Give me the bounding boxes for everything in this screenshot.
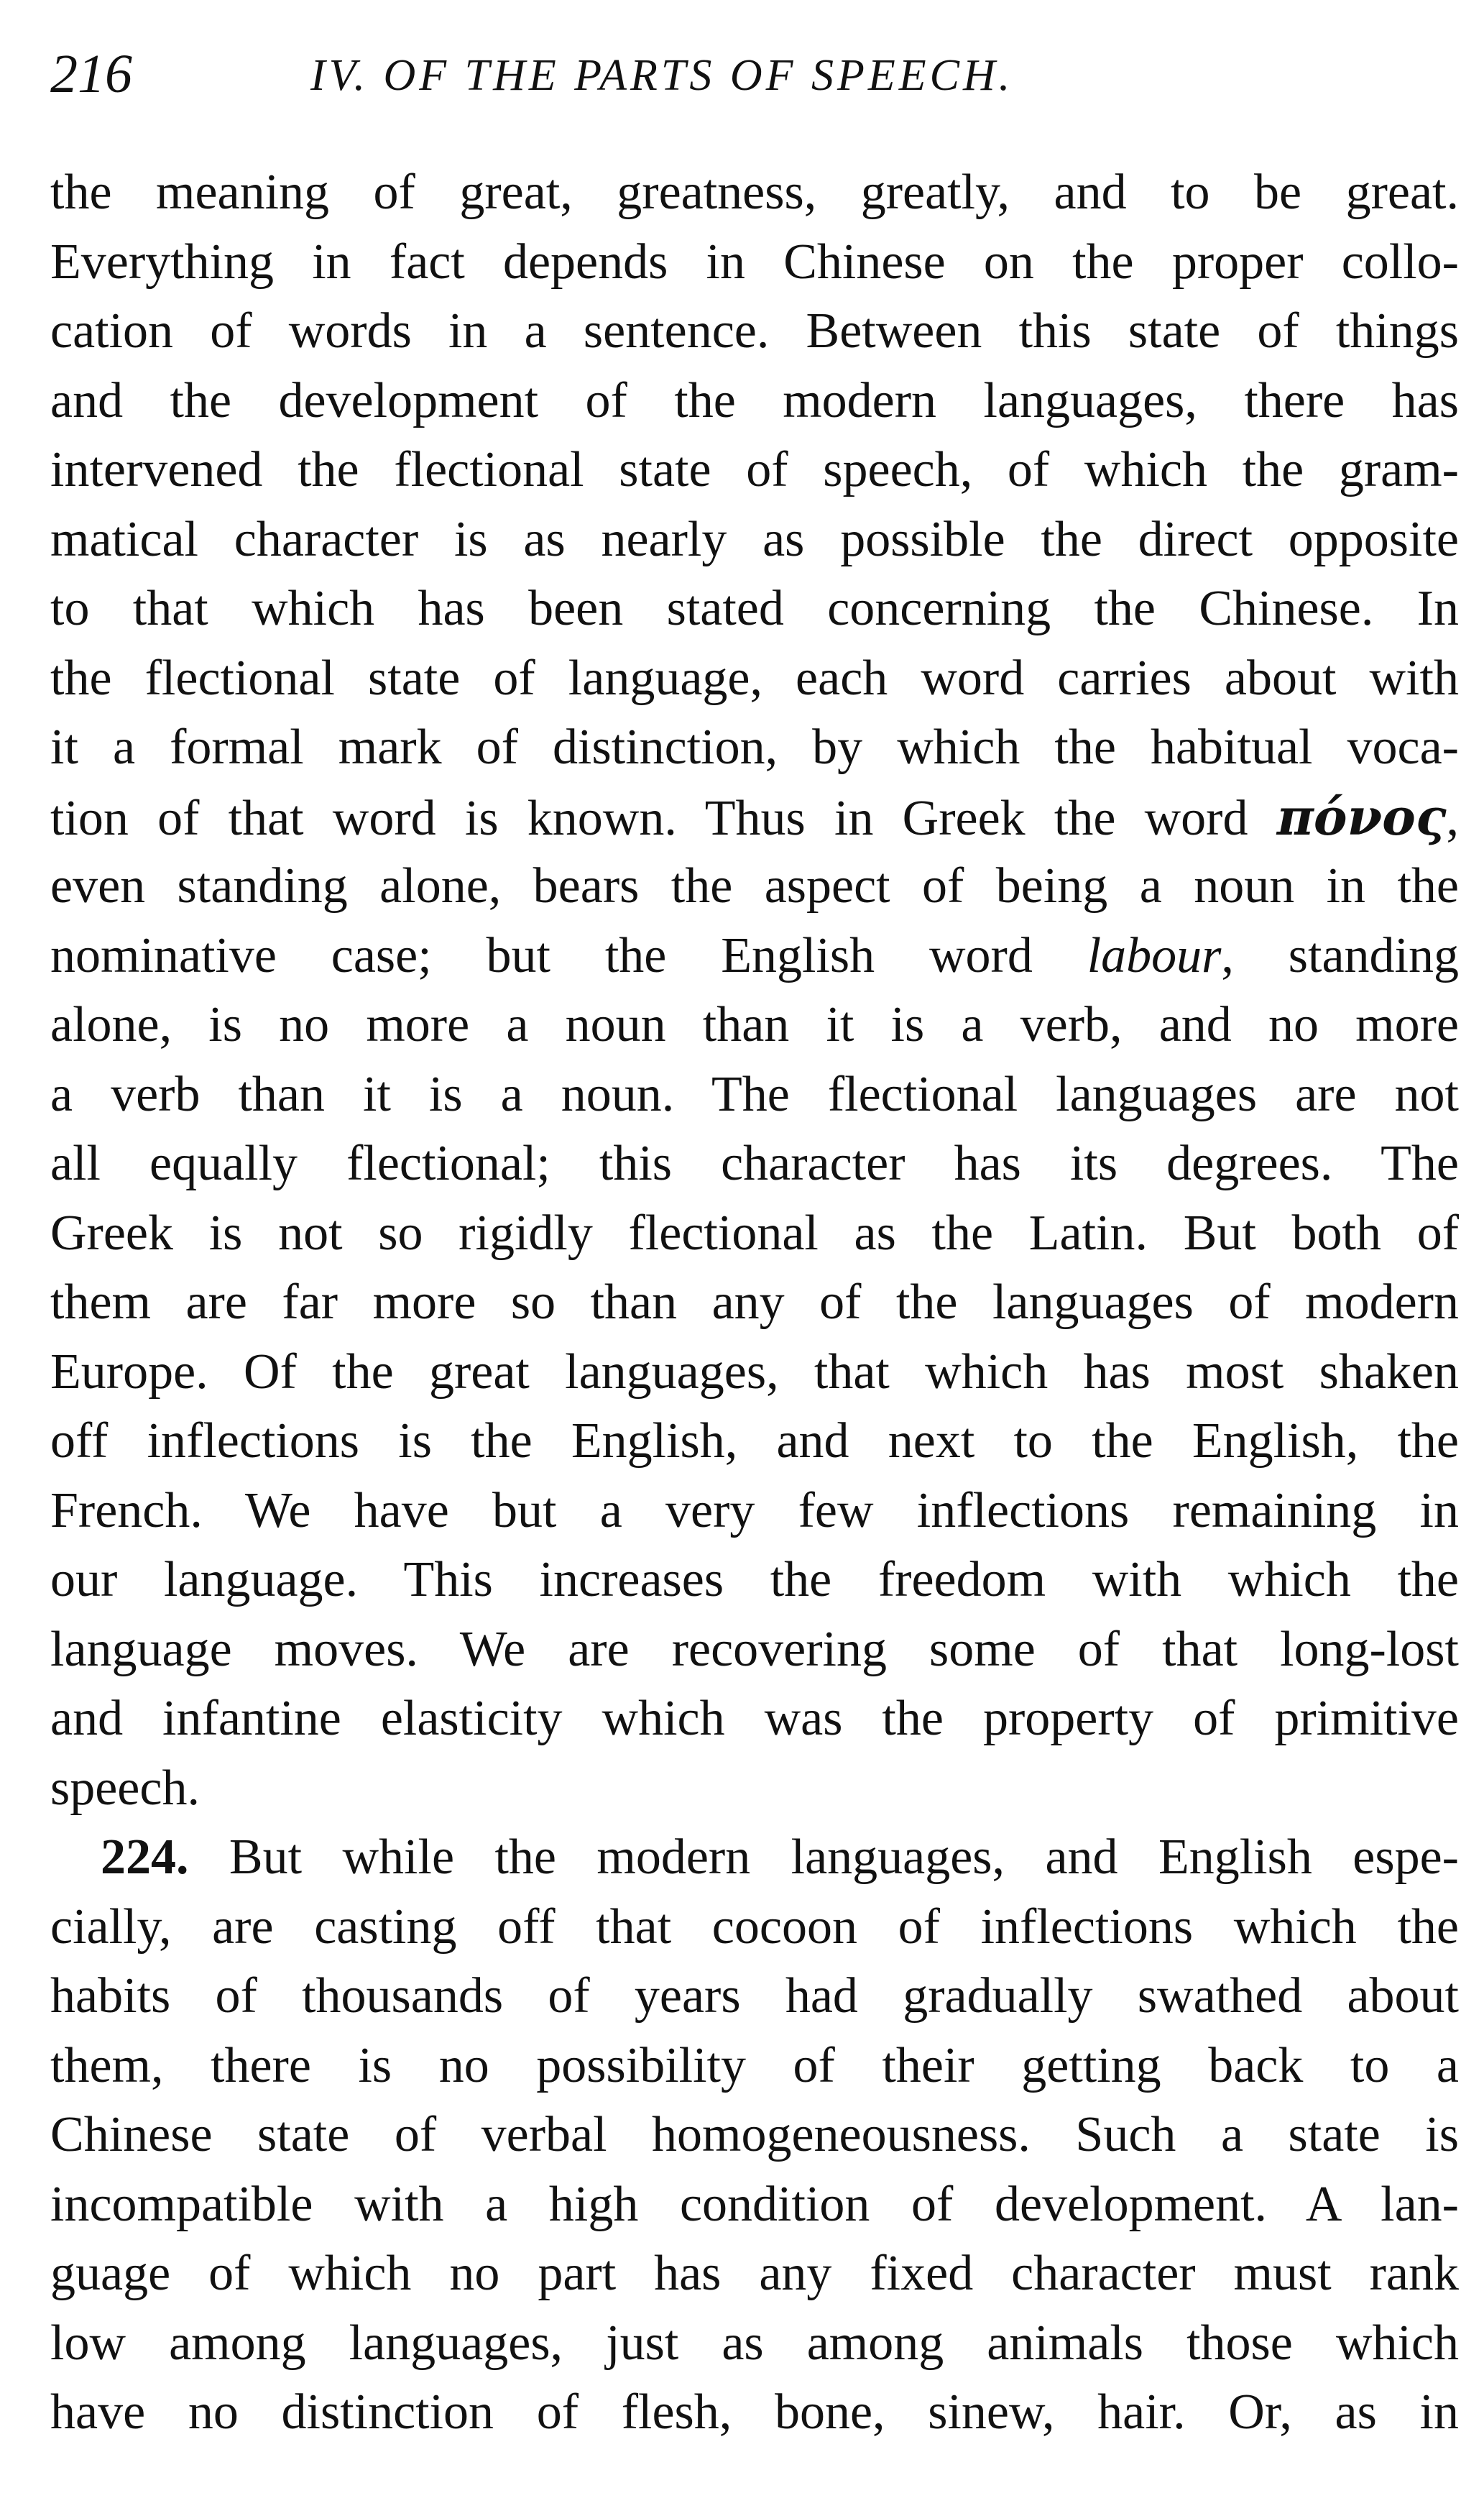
text-line: even standing alone, bears the aspect of being a noun in the [50, 858, 1459, 914]
text-line: incompatible with a high condition of development. A lan- [50, 2177, 1459, 2232]
text-line: it a formal mark of distinction, by which the habitual voca- [50, 720, 1459, 775]
page-header [50, 36, 1459, 115]
page-number: 216 [50, 44, 132, 104]
text-line [50, 783, 1459, 851]
text-line: them, there is no possibility of their getting back to a [50, 2038, 1459, 2093]
text-line: Greek is not so rigidly flectional as the Latin. But both of [50, 1206, 1459, 1261]
paragraph-start-line [101, 1823, 1459, 1891]
text-line: cation of words in a sentence. Between this state of things [50, 303, 1459, 359]
text-line: off inflections is the English, and next to the English, the [50, 1413, 1459, 1469]
text-segment: , [1446, 791, 1459, 846]
text-line: to that which has been stated concerning the Chinese. In [50, 581, 1459, 636]
text-segment: , standing [1221, 928, 1459, 983]
text-line: them are far more so than any of the languages of modern [50, 1275, 1459, 1330]
italic-word: labour [1087, 928, 1222, 983]
text-line: a verb than it is a noun. The flectional languages are not [50, 1067, 1459, 1122]
running-title: IV. OF THE PARTS OF SPEECH. [310, 51, 1014, 100]
text-line: alone, is no more a noun than it is a verb, and no more [50, 997, 1459, 1052]
text-segment: nominative case; but the English word [50, 928, 1087, 983]
text-line: Europe. Of the great languages, that which has most shaken [50, 1344, 1459, 1400]
text-line: our language. This increases the freedom with which the [50, 1552, 1459, 1607]
greek-word: πόνος [1276, 787, 1447, 847]
text-line: and infantine elasticity which was the property of primitive [50, 1691, 1459, 1746]
text-line: speech. [50, 1760, 200, 1816]
text-line: Chinese state of verbal homogeneousness. Such a state is [50, 2107, 1459, 2162]
text-line: and the development of the modern languages, there has [50, 373, 1459, 428]
text-line [50, 922, 1459, 990]
text-line: low among languages, just as among animals those which [50, 2315, 1459, 2371]
text-line: cially, are casting off that cocoon of inflections which the [50, 1899, 1459, 1955]
text-line: guage of which no part has any fixed character must rank [50, 2246, 1459, 2301]
paragraph-number: 224. [101, 1829, 189, 1885]
text-line: the flectional state of language, each word carries about with [50, 651, 1459, 706]
text-line: habits of thousands of years had gradually swathed about [50, 1968, 1459, 2024]
text-line: matical character is as nearly as possible the direct opposite [50, 512, 1459, 567]
text-line: the meaning of great, greatness, greatly, and to be great. [50, 165, 1459, 220]
text-line: language moves. We are recovering some of that long-lost [50, 1622, 1459, 1677]
text-line: all equally flectional; this character has its degrees. The [50, 1136, 1459, 1191]
text-line: Everything in fact depends in Chinese on the proper collo- [50, 234, 1459, 290]
text-line: have no distinction of flesh, bone, sinew, hair. Or, as in [50, 2384, 1459, 2440]
text-segment: tion of that word is known. Thus in Greek the word [50, 791, 1277, 846]
text-segment: But while the modern languages, and English espe- [188, 1829, 1459, 1885]
text-line: intervened the flectional state of speech, of which the gram- [50, 442, 1459, 497]
text-line: French. We have but a very few inflections remaining in [50, 1483, 1459, 1538]
